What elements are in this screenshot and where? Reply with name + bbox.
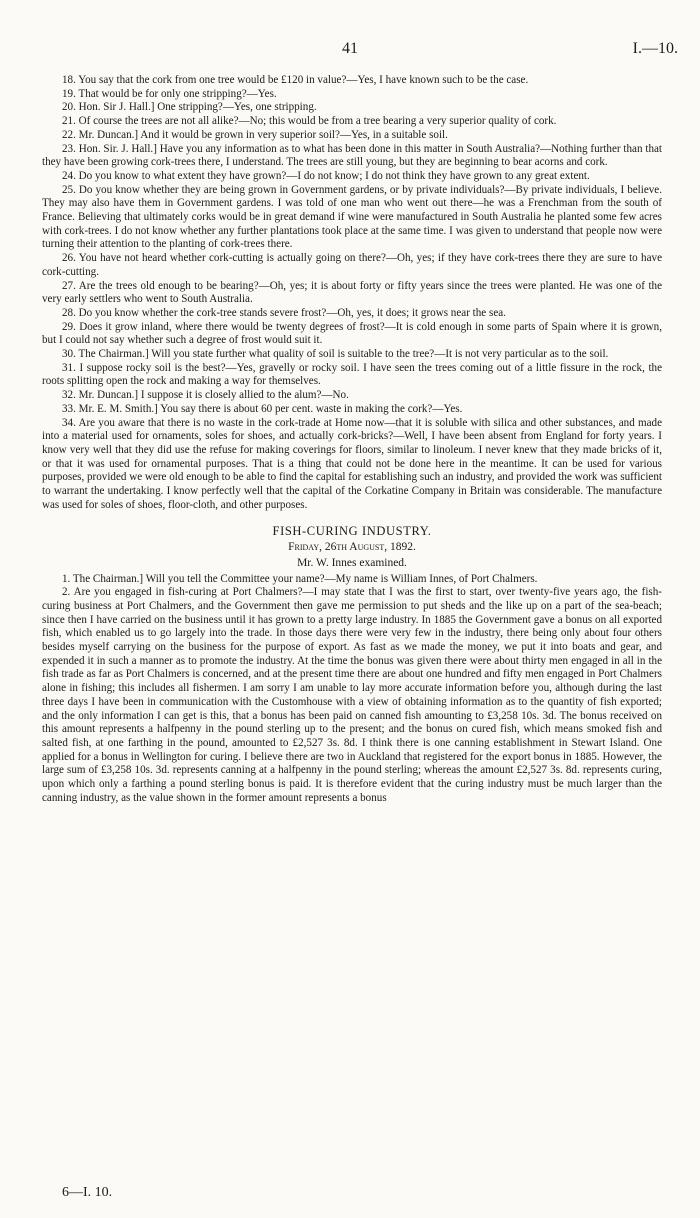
document-reference: I.—10. bbox=[632, 40, 678, 57]
paragraph: 25. Do you know whether they are being grown in Government gardens, or by private individuals?—By private individuals, I believe. They may also have them in Government gardens. I was told of one man who went out there—he was a Frenchman from the south of France. Believing that ultimately corks would be in great demand if wine were manufactured in South Australia he planted some few acres with cork-trees. I do not know whether any further plantations took place at the same time. I was given to understand that people now were turning their attention to the planting of cork-trees there. bbox=[42, 183, 662, 251]
paragraph: 22. Mr. Duncan.] And it would be grown in very superior soil?—Yes, in a suitable soil. bbox=[62, 128, 448, 141]
paragraph: 31. I suppose rocky soil is the best?—Yes, gravelly or rocky soil. I have seen the trees coming out of a little fissure in the rock, the roots splitting open the rock and making a way for themselves. bbox=[42, 361, 662, 388]
paragraph: 19. That would be for only one stripping?—Yes. bbox=[62, 87, 277, 100]
paragraph: 32. Mr. Duncan.] I suppose it is closely allied to the alum?—No. bbox=[62, 389, 349, 402]
paragraph: 18. You say that the cork from one tree would be £120 in value?—Yes, I have known such to be the case. bbox=[62, 74, 529, 86]
paragraph: 34. Are you aware that there is no waste in the cork-trade at Home now—that it is soluble with silica and other substances, and made into a material used for ornaments, soles for shoes, and actually cork-bricks?—Well, I have been absent from England for forty years. I know very well that they did use the refuse for making coverings for floors, similar to linoleum. I never knew that they made bricks of it, or that it was used for ornamental purposes. That is a thing that could not be done here in the meantime. It can be used for various purposes, provided we were old enough to be able to find the capital for establishing such an industry, and provided the work was sufficient to warrant the undertaking. I know perfectly well that the capital of the Corkatine Company in Britain was considerable. The manufacture was used for soles of shoes, floor-cloth, and other purposes. bbox=[42, 416, 662, 511]
paragraph: 2. Are you engaged in fish-curing at Port Chalmers?—I may state that I was the first to start, over twenty-five years ago, the fish-curing business at Port Chalmers, and the Government then gave me permission to put sheds and the like up on a part of the sea-beach; since then I have carried on the business until it has grown to a pretty large industry. In 1885 the Government gave a bonus on all exported fish, which enabled us to go largely into the trade. In those days there were very few in the industry, there being only about four others besides myself carrying on the business for the purpose of export. As fast as we made the money, we put it into boats and gear, and expended it in such a manner as to promote the industry. At the time the bonus was given there were about thirty men engaged in all in the fish trade as far as Port Chalmers is concerned, and at the present time there are about one hundred and fifty men engaged in Port Chalmers alone in fishing; this includes all fishermen. I am sorry I am unable to lay more accurate information before you, although during the last three days I have been in communication with the Customhouse with a view of obtaining information as to the quantity of fish exported; and the only information I can get is this, that a bonus has been paid on canned fish amounting to £3,258 10s. 3d. The bonus received on this amount represents a halfpenny in the pound sterling up to the present; and the bonus on cured fish, which means smoked fish and salted fish, at one farthing in the pound, amounted to £2,527 3s. 8d. I think there is one canning establishment in Stewart Island. One applied for a bonus in Wellington for curing. I believe there are two in Auckland that registered for the export bonus in 1885. However, the large sum of £3,258 10s. 3d. represents canning at a halfpenny in the pound sterling; whereas the amount £2,527 3s. 8d. represents curing, upon which only a farthing a pound sterling bonus is paid. It is therefore evident that the curing industry must be much larger than the canning industry, as the value shown in the former amount represents a bonus bbox=[42, 586, 662, 804]
paragraph: 20. Hon. Sir J. Hall.] One stripping?—Yes, one stripping. bbox=[62, 101, 317, 114]
paragraph: 24. Do you know to what extent they have grown?—I do not know; I do not think they have grown to any great extent. bbox=[62, 169, 590, 182]
document-body bbox=[42, 74, 662, 805]
paragraph: 1. The Chairman.] Will you tell the Committee your name?—My name is William Innes, of Port Chalmers. bbox=[62, 572, 538, 585]
paragraph: 21. Of course the trees are not all alike?—No; this would be from a tree bearing a very superior quality of cork. bbox=[62, 115, 557, 128]
paragraph: 33. Mr. E. M. Smith.] You say there is about 60 per cent. waste in making the cork?—Yes. bbox=[62, 402, 463, 415]
paragraph: 23. Hon. Sir. J. Hall.] Have you any information as to what has been done in this matter in South Australia?—Nothing further than that they have been growing cork-trees there, I understand. The trees are still young, but they are beginning to bear acorns and cork. bbox=[42, 142, 662, 169]
section-date: Friday, 26th August, 1892. bbox=[288, 540, 416, 553]
paragraph: 27. Are the trees old enough to be bearing?—Oh, yes; it is about forty or fifty years since the trees were planted. He was one of the very early settlers who went to South Australia. bbox=[42, 279, 662, 306]
footer-signature: 6—I. 10. bbox=[62, 1185, 113, 1200]
paragraph: 29. Does it grow inland, where there would be twenty degrees of frost?—It is cold enough in some parts of Spain where it is grown, but I could not say whether such a degree of frost would suit it. bbox=[42, 320, 662, 347]
section-title: FISH-CURING INDUSTRY. bbox=[272, 523, 432, 538]
witness-line: Mr. W. Innes examined. bbox=[297, 556, 407, 569]
paragraph: 28. Do you know whether the cork-tree stands severe frost?—Oh, yes, it does; it grows near the sea. bbox=[62, 306, 506, 319]
page-number: 41 bbox=[342, 40, 358, 57]
paragraph: 26. You have not heard whether cork-cutting is actually going on there?—Oh, yes; if they have cork-trees there they are sure to have cork-cutting. bbox=[42, 252, 662, 278]
paragraph: 30. The Chairman.] Will you state further what quality of soil is suitable to the tree?—It is not very particular as to the soil. bbox=[62, 348, 609, 361]
cork-testimony bbox=[42, 74, 662, 513]
fish-curing-testimony bbox=[42, 573, 662, 806]
